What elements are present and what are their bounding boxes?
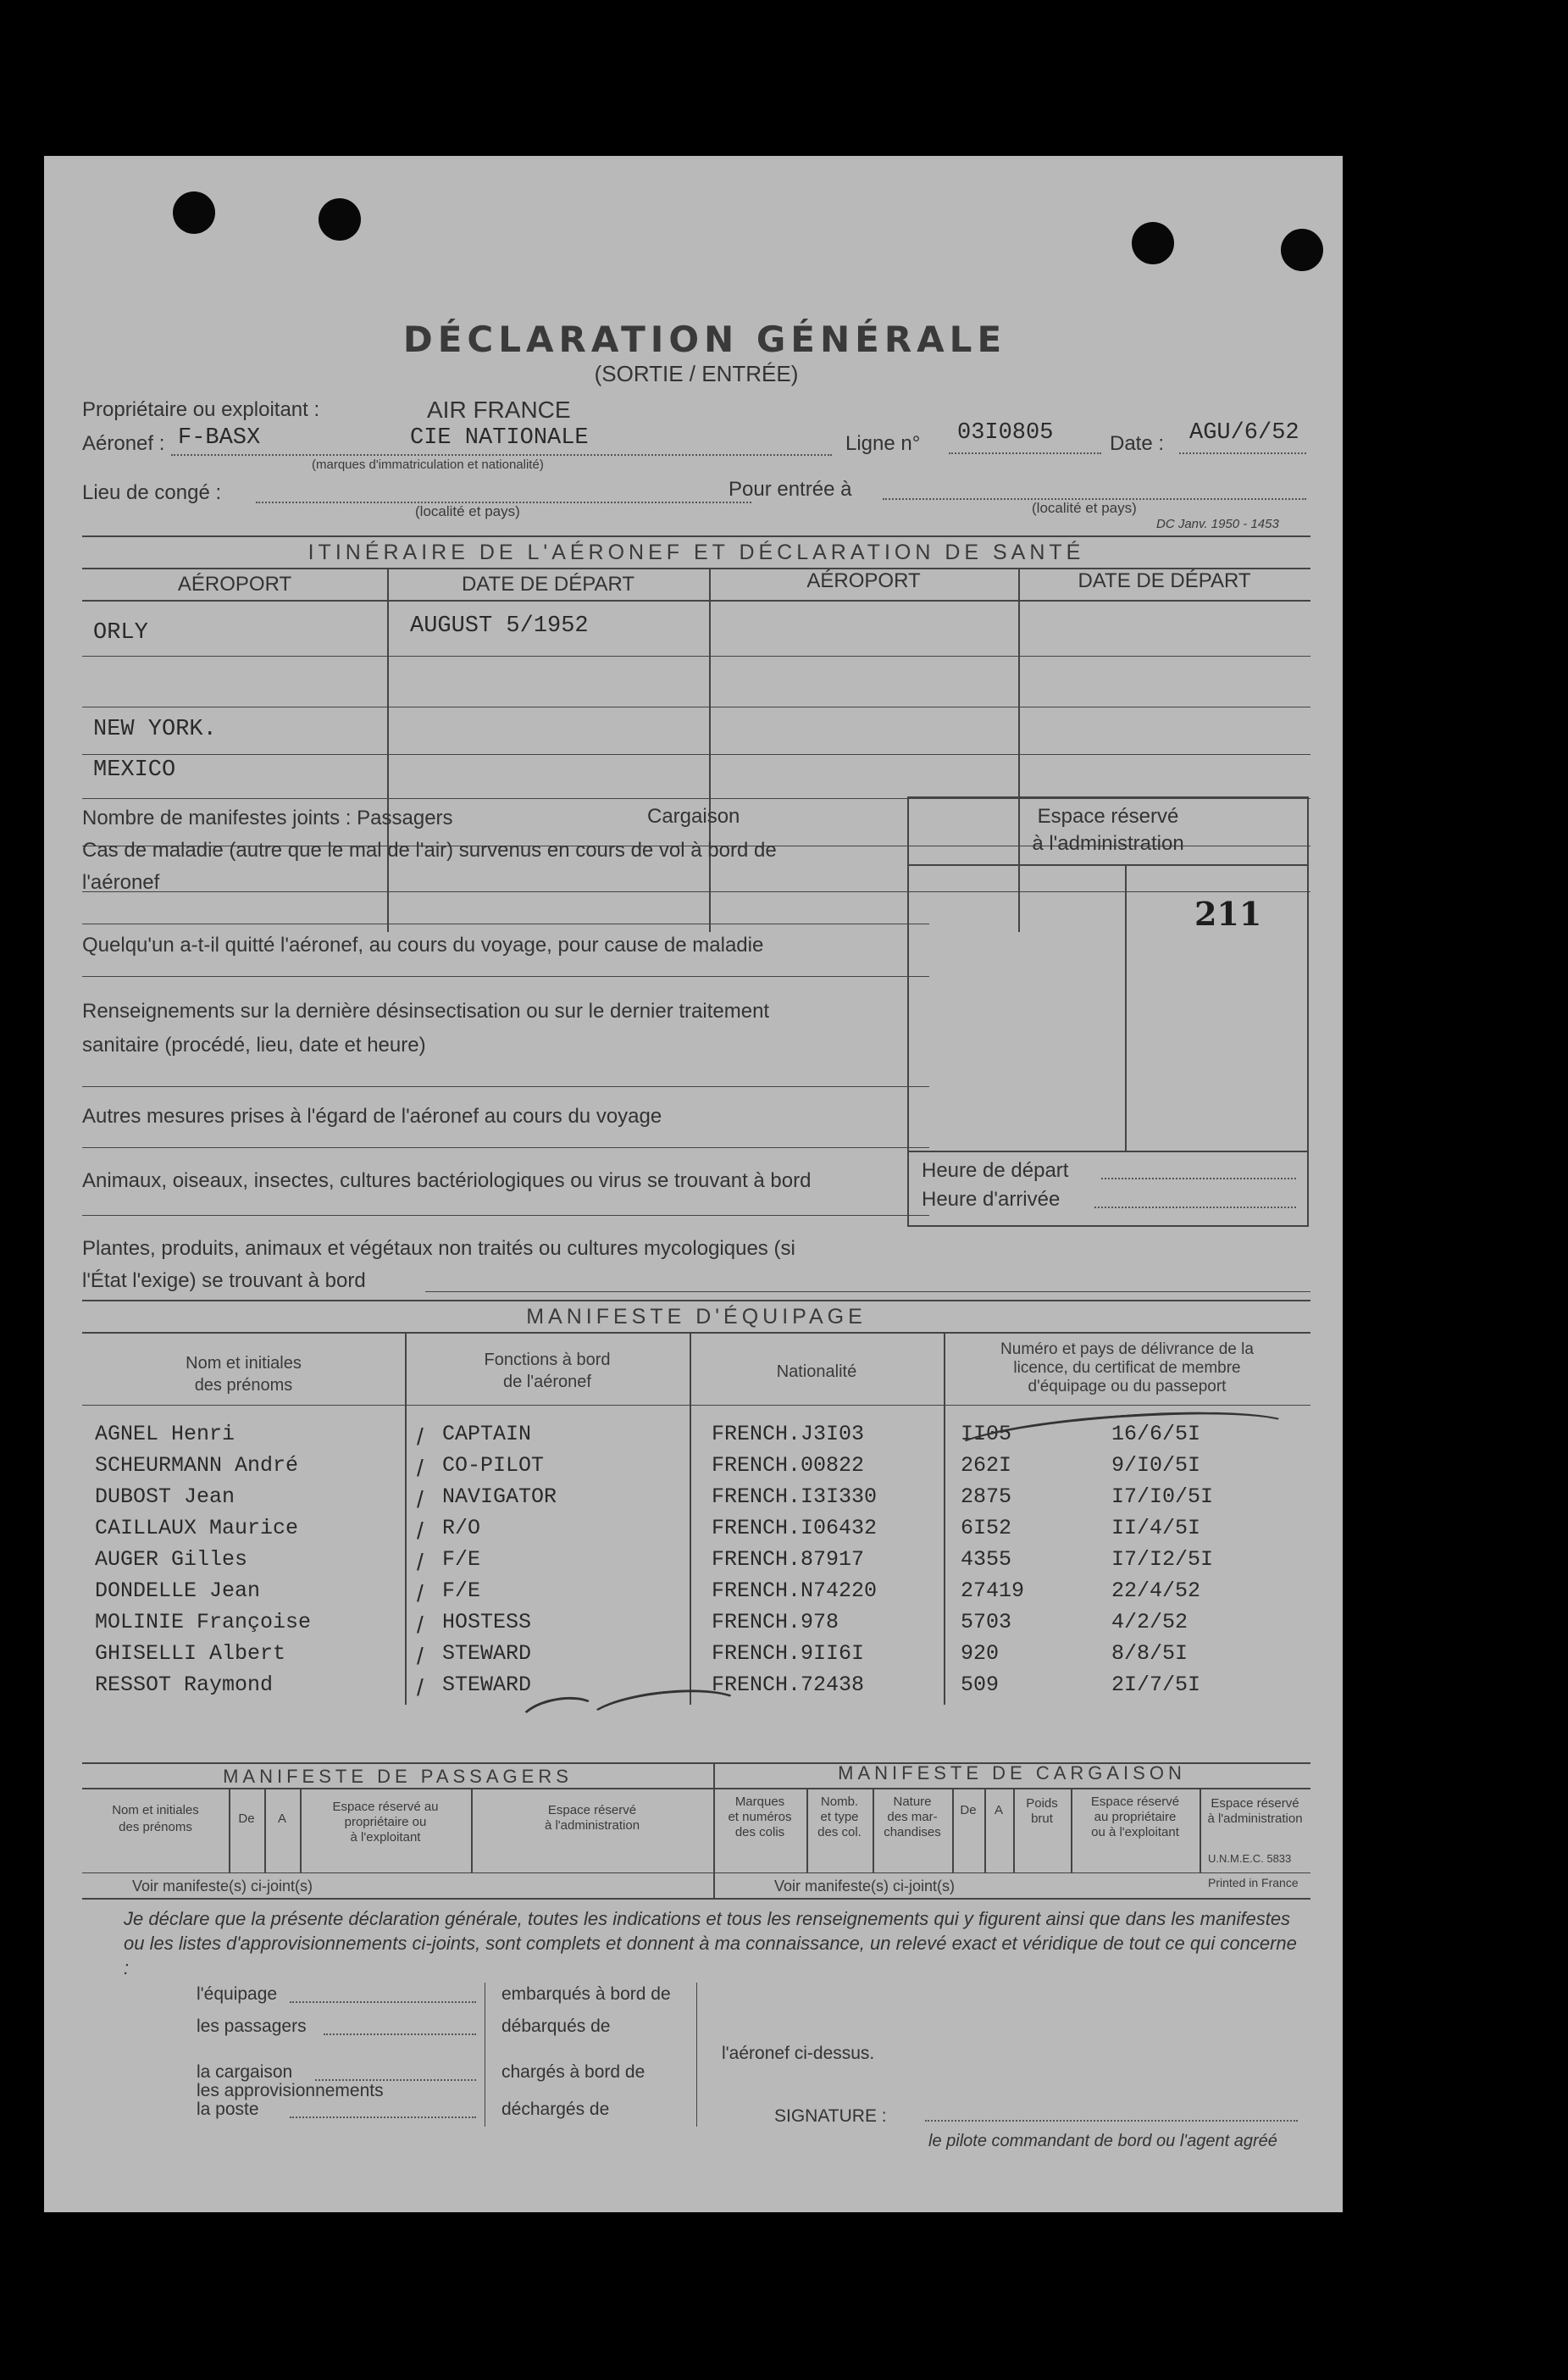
crew-licence-number: 920 — [961, 1641, 1000, 1666]
declaration-sheet — [44, 156, 1343, 2212]
crew-licence-number: 4355 — [961, 1547, 1012, 1572]
crew-name: AGNEL Henri — [95, 1422, 235, 1446]
crew-nationality: FRENCH.72438 — [712, 1673, 865, 1697]
crew-function: STEWARD — [442, 1641, 532, 1666]
punch-hole — [319, 198, 361, 241]
health-question-6: Plantes, produits, animaux et végétaux non traités ou cultures mycologiques (si — [82, 1237, 795, 1260]
health-question-6b: l'État l'exige) se trouvant à bord — [82, 1269, 366, 1292]
health-question-3: Renseignements sur la dernière désinsectisation ou sur le dernier traitement — [82, 1000, 770, 1023]
cargo-count-label: Cargaison — [647, 805, 740, 828]
crew-nationality: FRENCH.978 — [712, 1610, 839, 1634]
crew-name: DONDELLE Jean — [95, 1578, 261, 1603]
cargo-col-to: A — [994, 1803, 1003, 1817]
pax-col-admin-2: à l'administration — [544, 1818, 640, 1833]
entry-label: Pour entrée à — [729, 478, 852, 501]
cargo-col-count-2: et type — [820, 1810, 859, 1824]
cargo-heading: MANIFESTE DE CARGAISON — [838, 1762, 1186, 1784]
itinerary-row-date: AUGUST 5/1952 — [410, 613, 589, 639]
cargo-col-marks: Marques — [734, 1795, 785, 1809]
pax-col-to: A — [277, 1811, 286, 1826]
health-question-1b: l'aéronef — [82, 871, 160, 894]
crew-name: MOLINIE Françoise — [95, 1610, 312, 1634]
crew-col-nationality: Nationalité — [776, 1362, 857, 1381]
crew-col-licence-2: licence, du certificat de membre — [1013, 1359, 1241, 1377]
itinerary-row-airport: NEW YORK. — [93, 717, 217, 742]
decl-loaded: chargés à bord de — [501, 2062, 645, 2082]
check-mark-icon: / — [417, 1517, 424, 1544]
check-mark-icon: / — [417, 1455, 424, 1481]
cargo-col-nature-3: chandises — [884, 1825, 941, 1839]
aircraft-label: Aéronef : — [82, 432, 165, 455]
decl-disembarked: débarqués de — [501, 2017, 611, 2036]
crew-licence-number: 6I52 — [961, 1516, 1012, 1540]
printed-in-france: Printed in France — [1208, 1876, 1299, 1889]
crew-licence-date: 4/2/52 — [1111, 1610, 1188, 1634]
crew-licence-number: 27419 — [961, 1578, 1025, 1603]
crew-function: CO-PILOT — [442, 1453, 545, 1478]
crew-name: RESSOT Raymond — [95, 1673, 274, 1697]
decl-mail: la poste — [197, 2100, 259, 2119]
crew-name: DUBOST Jean — [95, 1484, 235, 1509]
cargo-col-marks-2: et numéros — [728, 1810, 792, 1824]
check-mark-icon: / — [417, 1549, 424, 1575]
crew-licence-number: 5703 — [961, 1610, 1012, 1634]
decl-cargo: la cargaison — [197, 2062, 293, 2082]
crew-licence-date: 16/6/5I — [1111, 1422, 1201, 1446]
signature-note: le pilote commandant de bord ou l'agent agréé — [928, 2132, 1277, 2150]
punch-hole — [1281, 229, 1323, 271]
decl-supplies: les approvisionnements — [197, 2081, 384, 2100]
col-date-2: DATE DE DÉPART — [1078, 569, 1251, 592]
page-title: DÉCLARATION GÉNÉRALE — [402, 319, 1007, 360]
cargo-col-count-3: des col. — [817, 1825, 862, 1839]
crew-nationality: FRENCH.I3I330 — [712, 1484, 878, 1509]
admin-box-title: Espace réservé — [1037, 805, 1179, 828]
crew-nationality: FRENCH.I06432 — [712, 1516, 878, 1540]
decl-aircraft-above: l'aéronef ci-dessus. — [722, 2044, 875, 2063]
manifests-label: Nombre de manifestes joints : Passagers — [82, 807, 453, 829]
aircraft-registration: F-BASX — [178, 425, 261, 451]
locality-note-left: (localité et pays) — [415, 503, 520, 519]
health-question-4: Autres mesures prises à l'égard de l'aéronef au cours du voyage — [82, 1105, 662, 1128]
passengers-heading: MANIFESTE DE PASSAGERS — [223, 1766, 573, 1787]
crew-licence-date: 9/I0/5I — [1111, 1453, 1201, 1478]
cargo-col-nature-2: des mar- — [887, 1810, 938, 1824]
check-mark-icon: / — [417, 1674, 424, 1700]
pax-col-admin: Espace réservé — [547, 1803, 637, 1817]
crew-licence-date: 8/8/5I — [1111, 1641, 1188, 1666]
crew-nationality: FRENCH.9II6I — [712, 1641, 865, 1666]
crew-licence-date: I7/I0/5I — [1111, 1484, 1214, 1509]
crew-col-name: Nom et initiales — [186, 1354, 302, 1373]
punch-hole — [173, 191, 215, 234]
pax-col-from: De — [238, 1811, 255, 1826]
pax-col-reserved-2: propriétaire ou — [344, 1815, 427, 1829]
departure-time-label: Heure de départ — [922, 1159, 1069, 1182]
cargo-col-reserved-3: ou à l'exploitant — [1091, 1825, 1179, 1839]
itinerary-row-airport: MEXICO — [93, 757, 176, 783]
pax-col-name: Nom et initiales — [112, 1803, 199, 1817]
pax-see-manifest: Voir manifeste(s) ci-joint(s) — [132, 1878, 313, 1895]
crew-function: F/E — [442, 1547, 481, 1572]
cargo-see-manifest: Voir manifeste(s) ci-joint(s) — [774, 1878, 956, 1895]
col-airport-1: AÉROPORT — [177, 573, 292, 596]
page-subtitle: (SORTIE / ENTRÉE) — [594, 361, 799, 386]
line-number: 03I0805 — [957, 420, 1054, 446]
check-mark-icon: / — [417, 1643, 424, 1669]
aircraft-operator: CIE NATIONALE — [410, 425, 589, 451]
itinerary-heading: ITINÉRAIRE DE L'AÉRONEF ET DÉCLARATION DE SANTÉ — [308, 541, 1085, 564]
printer-reference: U.N.M.E.C. 5833 — [1208, 1852, 1292, 1865]
cargo-col-admin: Espace réservé — [1211, 1796, 1299, 1811]
col-date-1: DATE DE DÉPART — [461, 573, 635, 596]
crew-col-function: Fonctions à bord — [484, 1351, 611, 1369]
crew-signature — [585, 1683, 745, 1743]
health-question-1: Cas de maladie (autre que le mal de l'air) survenus en cours de vol à bord de — [82, 839, 777, 862]
crew-function: F/E — [442, 1578, 481, 1603]
crew-function: CAPTAIN — [442, 1422, 532, 1446]
declaration-text: Je déclare que la présente déclaration générale, toutes les indications et tous les renseignements qui y figurent ainsi que dans les manifestes ou les listes d'approvisionnements ci-joints, sont complets et donnent à ma connaissance, un relevé exact et véridique de tout ce qui concerne : — [124, 1908, 1297, 1978]
crew-name: AUGER Gilles — [95, 1547, 248, 1572]
cargo-col-from: De — [960, 1803, 977, 1817]
cargo-col-reserved-2: au propriétaire — [1094, 1810, 1177, 1824]
aircraft-note: (marques d'immatriculation et nationalité) — [312, 458, 544, 472]
crew-name: GHISELLI Albert — [95, 1641, 286, 1666]
crew-function: STEWARD — [442, 1673, 532, 1697]
date-value: AGU/6/52 — [1189, 420, 1299, 446]
form-reference: DC Janv. 1950 - 1453 — [1156, 517, 1279, 531]
cargo-col-weight: Poids — [1026, 1796, 1058, 1811]
crew-nationality: FRENCH.87917 — [712, 1547, 865, 1572]
locality-note-right: (localité et pays) — [1032, 500, 1137, 516]
crew-col-licence-3: d'équipage ou du passeport — [1028, 1378, 1227, 1395]
decl-embarked: embarqués à bord de — [501, 1984, 671, 2004]
signature-label: SIGNATURE : — [774, 2106, 887, 2126]
pax-col-reserved-3: à l'exploitant — [350, 1830, 421, 1845]
crew-name: SCHEURMANN André — [95, 1453, 299, 1478]
crew-licence-date: I7/I2/5I — [1111, 1547, 1214, 1572]
crew-col-function-2: de l'aéronef — [503, 1373, 591, 1391]
crew-nationality: FRENCH.00822 — [712, 1453, 865, 1478]
owner-label: Propriétaire ou exploitant : — [82, 398, 320, 421]
crew-licence-number: II05 — [961, 1422, 1012, 1446]
crew-licence-number: 2875 — [961, 1484, 1012, 1509]
pax-col-name-2: des prénoms — [119, 1820, 192, 1834]
crew-heading: MANIFESTE D'ÉQUIPAGE — [526, 1305, 867, 1329]
crew-nationality: FRENCH.N74220 — [712, 1578, 878, 1603]
crew-licence-number: 262I — [961, 1453, 1012, 1478]
crew-col-licence: Numéro et pays de délivrance de la — [1000, 1340, 1254, 1358]
cargo-col-nature: Nature — [893, 1795, 932, 1809]
owner-value: AIR FRANCE — [427, 397, 571, 423]
health-question-3b: sanitaire (procédé, lieu, date et heure) — [82, 1034, 426, 1057]
crew-licence-date: 2I/7/5I — [1111, 1673, 1201, 1697]
admin-stamp-number: 211 — [1194, 895, 1262, 933]
check-mark-icon: / — [417, 1580, 424, 1606]
crew-col-name-2: des prénoms — [194, 1376, 293, 1395]
crew-function: HOSTESS — [442, 1610, 532, 1634]
punch-hole — [1132, 222, 1174, 264]
itinerary-row-airport: ORLY — [93, 620, 148, 646]
decl-passengers: les passagers — [197, 2017, 307, 2036]
admin-box-subtitle: à l'administration — [1032, 832, 1184, 855]
cargo-col-marks-3: des colis — [734, 1825, 785, 1839]
crew-function: NAVIGATOR — [442, 1484, 557, 1509]
cargo-col-weight-2: brut — [1031, 1811, 1053, 1826]
crew-name: CAILLAUX Maurice — [95, 1516, 299, 1540]
crew-nationality: FRENCH.J3I03 — [712, 1422, 865, 1446]
date-label: Date : — [1110, 432, 1165, 455]
check-mark-icon: / — [417, 1423, 424, 1450]
crew-licence-date: 22/4/52 — [1111, 1578, 1201, 1603]
crew-licence-date: II/4/5I — [1111, 1516, 1201, 1540]
decl-unloaded: déchargés de — [501, 2100, 610, 2119]
crew-licence-number: 509 — [961, 1673, 1000, 1697]
cargo-col-admin-2: à l'administration — [1207, 1811, 1303, 1826]
arrival-time-label: Heure d'arrivée — [922, 1188, 1061, 1211]
cargo-col-count: Nomb. — [820, 1795, 859, 1809]
cargo-col-reserved: Espace réservé — [1090, 1795, 1180, 1809]
col-airport-2: AÉROPORT — [806, 569, 921, 592]
departure-place-label: Lieu de congé : — [82, 481, 222, 504]
check-mark-icon: / — [417, 1486, 424, 1512]
crew-function: R/O — [442, 1516, 481, 1540]
line-label: Ligne n° — [845, 432, 921, 455]
decl-crew: l'équipage — [197, 1984, 278, 2004]
health-question-2: Quelqu'un a-t-il quitté l'aéronef, au cours du voyage, pour cause de maladie — [82, 934, 764, 957]
check-mark-icon: / — [417, 1612, 424, 1638]
health-question-5: Animaux, oiseaux, insectes, cultures bactériologiques ou virus se trouvant à bord — [82, 1169, 812, 1192]
pax-col-reserved: Espace réservé au — [332, 1800, 439, 1814]
